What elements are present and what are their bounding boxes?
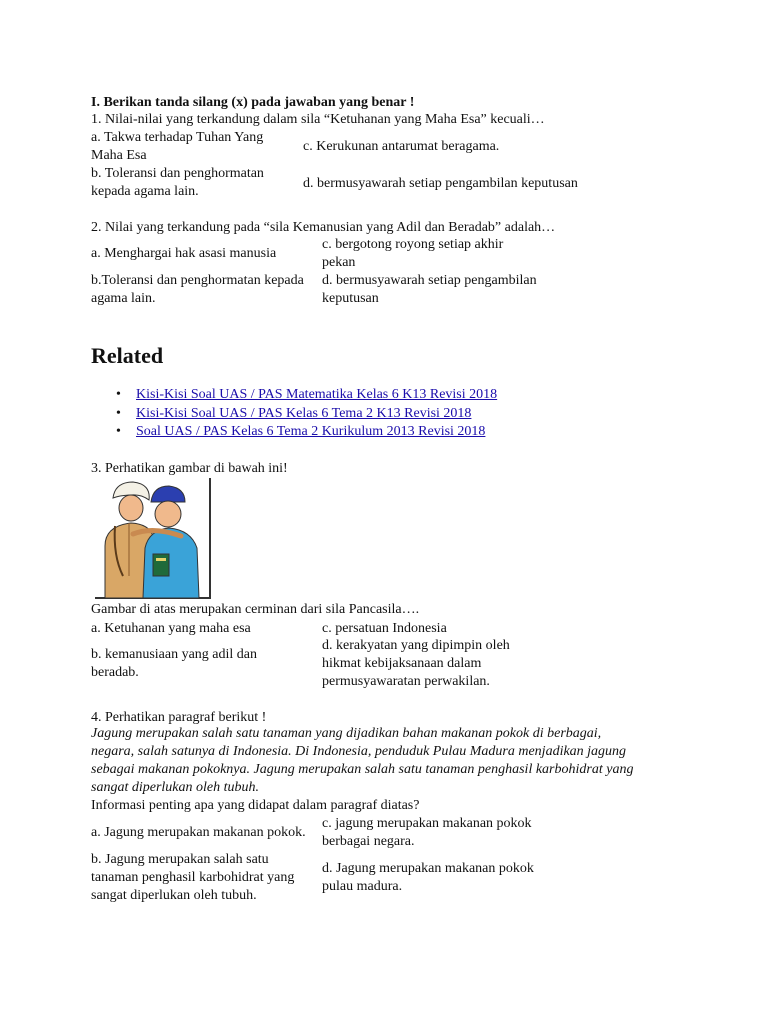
related-link-3[interactable]: Soal UAS / PAS Kelas 6 Tema 2 Kurikulum 2013 Revisi 2018 xyxy=(136,424,486,439)
q1-option-a xyxy=(91,129,263,165)
q4-option-b xyxy=(91,851,294,905)
q3-option-b-line2: beradab. xyxy=(91,665,139,680)
q4-paragraph-line3: sebagai makanan pokoknya. Jagung merupakan salah satu tanaman penghasil karbohidrat yang xyxy=(91,762,634,777)
q1-option-d: d. bermusyawarah setiap pengambilan keputusan xyxy=(303,176,578,191)
q3-caption: Gambar di atas merupakan cerminan dari sila Pancasila…. xyxy=(91,602,420,617)
related-link-2[interactable]: Kisi-Kisi Soal UAS / PAS Kelas 6 Tema 2 K13 Revisi 2018 xyxy=(136,405,472,421)
q2-option-b-line2: agama lain. xyxy=(91,291,156,306)
q4-option-b-line2: tanaman penghasil karbohidrat yang xyxy=(91,870,295,885)
q2-question: 2. Nilai yang terkandung pada “sila Kemanusian yang Adil dan Beradab” adalah… xyxy=(91,220,556,235)
q2-option-c-line1: c. bergotong royong setiap akhir xyxy=(322,237,504,252)
q3-option-b xyxy=(91,646,257,682)
related-link-1[interactable]: Kisi-Kisi Soal UAS / PAS Matematika Kelas 6 K13 Revisi 2018 xyxy=(136,387,498,402)
q4-option-d-line2: pulau madura. xyxy=(322,879,403,894)
q4-option-c xyxy=(322,815,532,851)
q3-option-b-line1: b. kemanusiaan yang adil dan xyxy=(91,647,258,662)
q3-question: 3. Perhatikan gambar di bawah ini! xyxy=(91,461,288,476)
q3-option-d-line3: permusyawaratan perwakilan. xyxy=(322,674,490,689)
q4-option-d-line1: d. Jagung merupakan makanan pokok xyxy=(322,861,534,876)
q2-option-b-line1: b.Toleransi dan penghormatan kepada xyxy=(91,273,304,288)
q4-option-b-line3: sangat diperlukan oleh tubuh. xyxy=(91,888,257,903)
q4-paragraph-line4: sangat diperlukan oleh tubuh. xyxy=(91,780,259,795)
q4-option-b-line1: b. Jagung merupakan salah satu xyxy=(91,852,269,867)
q2-option-d xyxy=(322,272,537,308)
q4-paragraph-line2: negara, salah satunya di Indonesia. Di Indonesia, penduduk Pulau Madura menjadikan jagung xyxy=(91,744,627,759)
bullet-icon: • xyxy=(116,424,121,439)
q4-option-d xyxy=(322,860,534,896)
bullet-icon: • xyxy=(116,405,121,421)
q1-option-b-line1: b. Toleransi dan penghormatan xyxy=(91,166,264,181)
two-people-illustration-icon xyxy=(93,476,213,600)
q4-option-c-line2: berbagai negara. xyxy=(322,834,415,849)
q2-option-a: a. Menghargai hak asasi manusia xyxy=(91,246,277,261)
related-item xyxy=(91,386,497,405)
q1-option-c: c. Kerukunan antarumat beragama. xyxy=(303,139,500,154)
q1-option-a-line2: Maha Esa xyxy=(91,148,147,163)
q3-option-d-line1: d. kerakyatan yang dipimpin oleh xyxy=(322,638,510,653)
q2-option-b xyxy=(91,272,304,308)
q1-question: 1. Nilai-nilai yang terkandung dalam sila “Ketuhanan yang Maha Esa” kecuali… xyxy=(91,112,545,127)
q4-question: 4. Perhatikan paragraf berikut ! xyxy=(91,710,267,725)
q4-prompt: Informasi penting apa yang didapat dalam paragraf diatas? xyxy=(91,798,420,813)
q3-option-d-line2: hikmat kebijaksanaan dalam xyxy=(322,656,482,671)
q1-option-b xyxy=(91,165,264,201)
related-item xyxy=(91,423,497,442)
section-heading: I. Berikan tanda silang (x) pada jawaban yang benar ! xyxy=(91,95,415,110)
q1-option-b-line2: kepada agama lain. xyxy=(91,184,199,199)
q1-option-a-line1: a. Takwa terhadap Tuhan Yang xyxy=(91,130,264,145)
q3-option-c: c. persatuan Indonesia xyxy=(322,621,447,636)
related-heading: Related xyxy=(91,343,164,368)
q2-option-d-line1: d. bermusyawarah setiap pengambilan xyxy=(322,273,537,288)
q2-option-c-line2: pekan xyxy=(322,255,356,270)
related-links-list xyxy=(91,386,497,442)
q3-option-d xyxy=(322,637,510,691)
related-item xyxy=(91,405,497,424)
bullet-icon: • xyxy=(116,387,121,402)
q4-paragraph-line1: Jagung merupakan salah satu tanaman yang dijadikan bahan makanan pokok di berbagai, xyxy=(91,726,602,741)
q2-option-d-line2: keputusan xyxy=(322,291,379,306)
q2-option-c xyxy=(322,236,503,272)
q3-option-a: a. Ketuhanan yang maha esa xyxy=(91,621,251,636)
q4-option-c-line1: c. jagung merupakan makanan pokok xyxy=(322,816,532,831)
q4-option-a: a. Jagung merupakan makanan pokok. xyxy=(91,825,306,840)
